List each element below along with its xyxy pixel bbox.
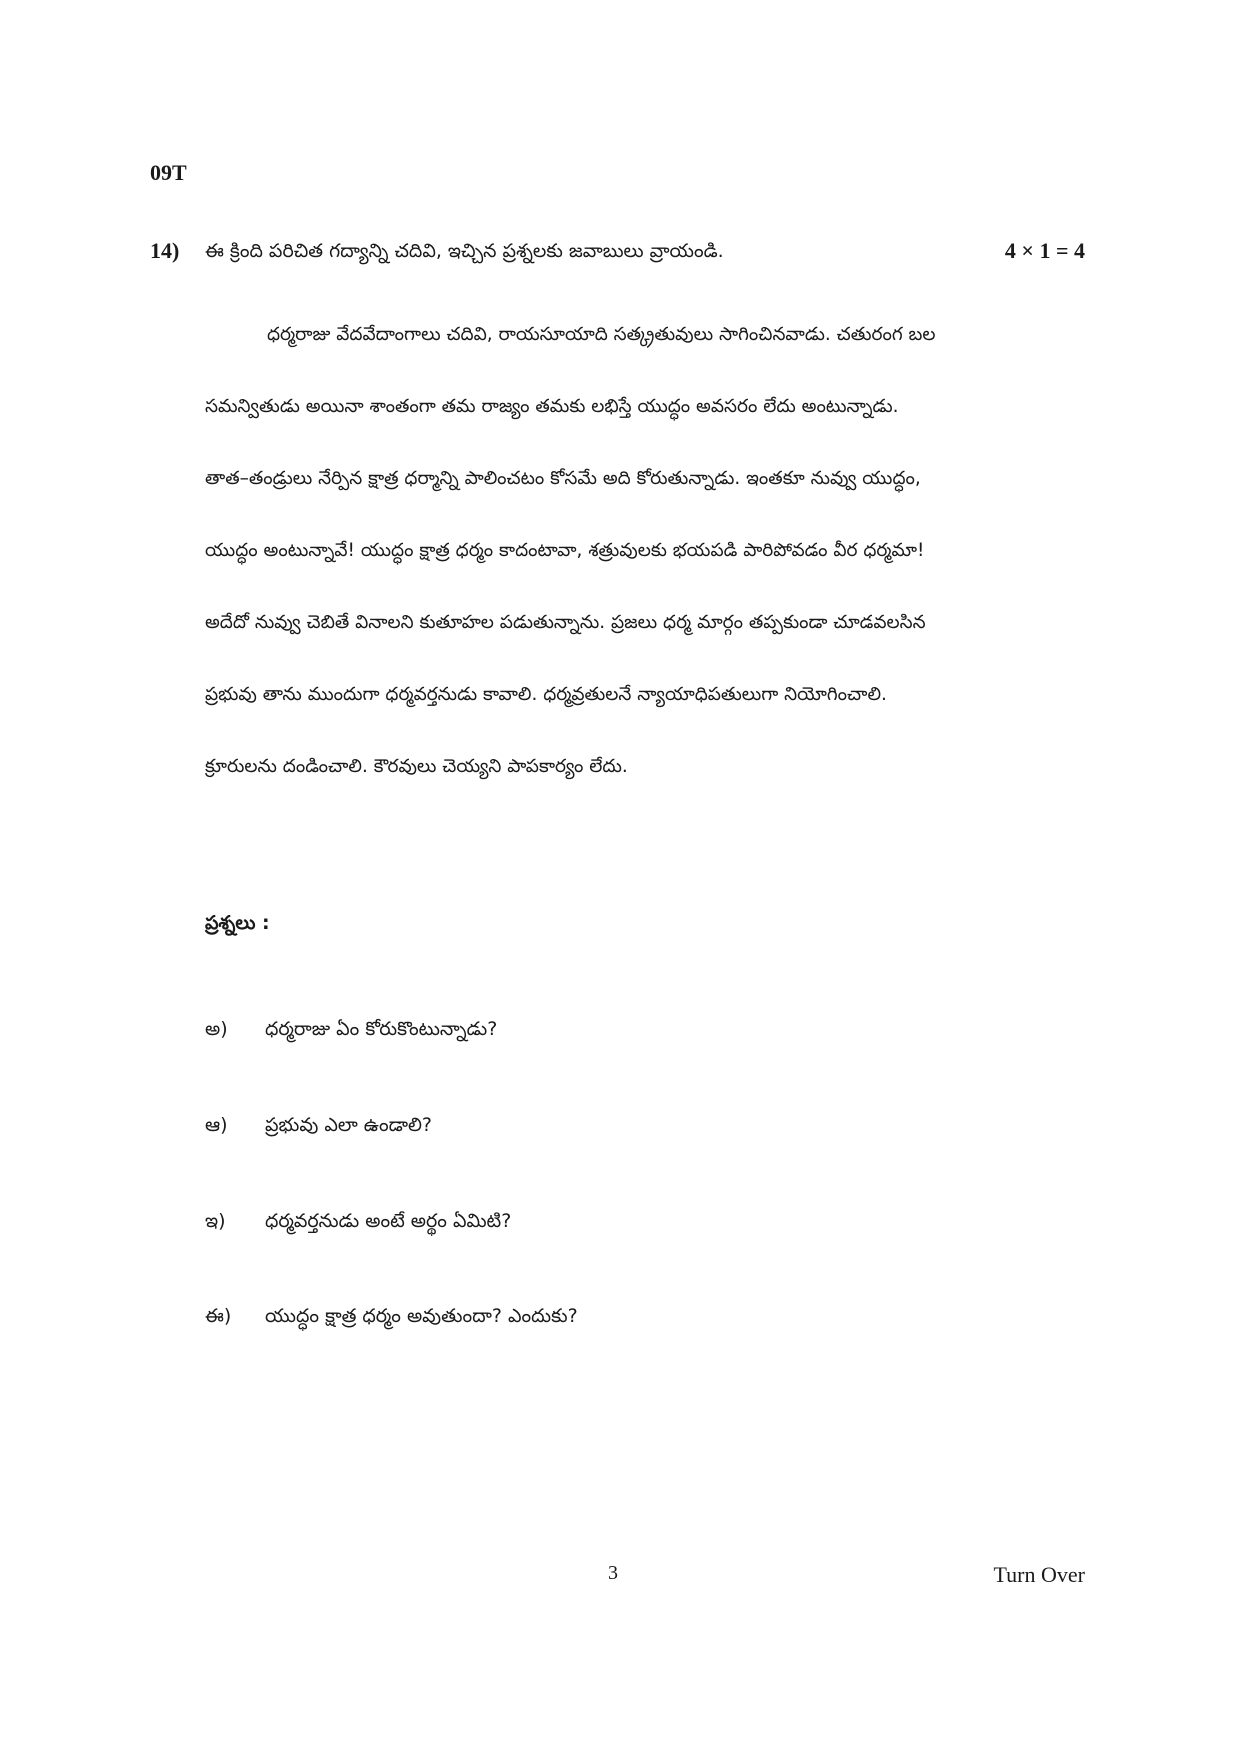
paper-code: 09T [150, 160, 187, 185]
sub-question-marker: అ) [205, 1018, 228, 1040]
passage-line: తాత–తండ్రులు నేర్పిన క్షాత్ర ధర్మాన్ని పాలించటం కోసమే అది కోరుతున్నాడు. ఇంతకూ నువ్వు యుద్ధం, [205, 468, 921, 489]
sub-question-marker: ఈ) [205, 1305, 232, 1327]
sub-question-ii [205, 1305, 905, 1339]
question-number: 14) [150, 238, 180, 263]
sub-question-marker: ఆ) [205, 1114, 228, 1136]
passage-line: అదేదో నువ్వు చెబితే వినాలని కుతూహల పడుతున్నాను. ప్రజలు ధర్మ మార్గం తప్పకుండా చూడవలసిన [205, 612, 926, 633]
sub-question-i [205, 1210, 905, 1244]
passage-line: యుద్ధం అంటున్నావే! యుద్ధం క్షాత్ర ధర్మం కాదంటావా, శత్రువులకు భయపడి పారిపోవడం వీర ధర్మమా! [205, 540, 925, 561]
sub-question-aa [205, 1114, 905, 1148]
turn-over-label: Turn Over [993, 1562, 1085, 1587]
sub-question-marker: ఇ) [205, 1210, 226, 1232]
passage-line: సమన్వితుడు అయినా శాంతంగా తమ రాజ్యం తమకు లభిస్తే యుద్ధం అవసరం లేదు అంటున్నాడు. [205, 396, 899, 417]
reading-passage [205, 320, 1025, 824]
passage-line: క్రూరులను దండించాలి. కౌరవులు చెయ్యని పాపకార్యం లేదు. [205, 756, 628, 777]
sub-question-text: యుద్ధం క్షాత్ర ధర్మం అవుతుందా? ఎందుకు? [265, 1305, 578, 1327]
passage-line: ధర్మరాజు వేదవేదాంగాలు చదివి, రాయసూయాది సత్క్రతువులు సాగించినవాడు. చతురంగ బల [267, 324, 936, 345]
question-instruction: ఈ క్రింది పరిచిత గద్యాన్ని చదివి, ఇచ్చిన ప్రశ్నలకు జవాబులు వ్రాయండి. [205, 240, 724, 262]
sub-question-a [205, 1018, 905, 1052]
question-header [150, 238, 1085, 270]
questions-heading: ప్రశ్నలు : [205, 912, 270, 934]
page-number: 3 [608, 1562, 618, 1584]
sub-question-text: ధర్మవర్తనుడు అంటే అర్థం ఏమిటి? [265, 1210, 512, 1232]
sub-question-text: ధర్మరాజు ఏం కోరుకొంటున్నాడు? [265, 1018, 498, 1040]
sub-question-text: ప్రభువు ఎలా ఉండాలి? [265, 1114, 432, 1136]
question-marks: 4 × 1 = 4 [1004, 238, 1085, 263]
passage-line: ప్రభువు తాను ముందుగా ధర్మవర్తనుడు కావాలి. ధర్మవ్రతులనే న్యాయాధిపతులుగా నియోగించాలి. [205, 684, 887, 705]
